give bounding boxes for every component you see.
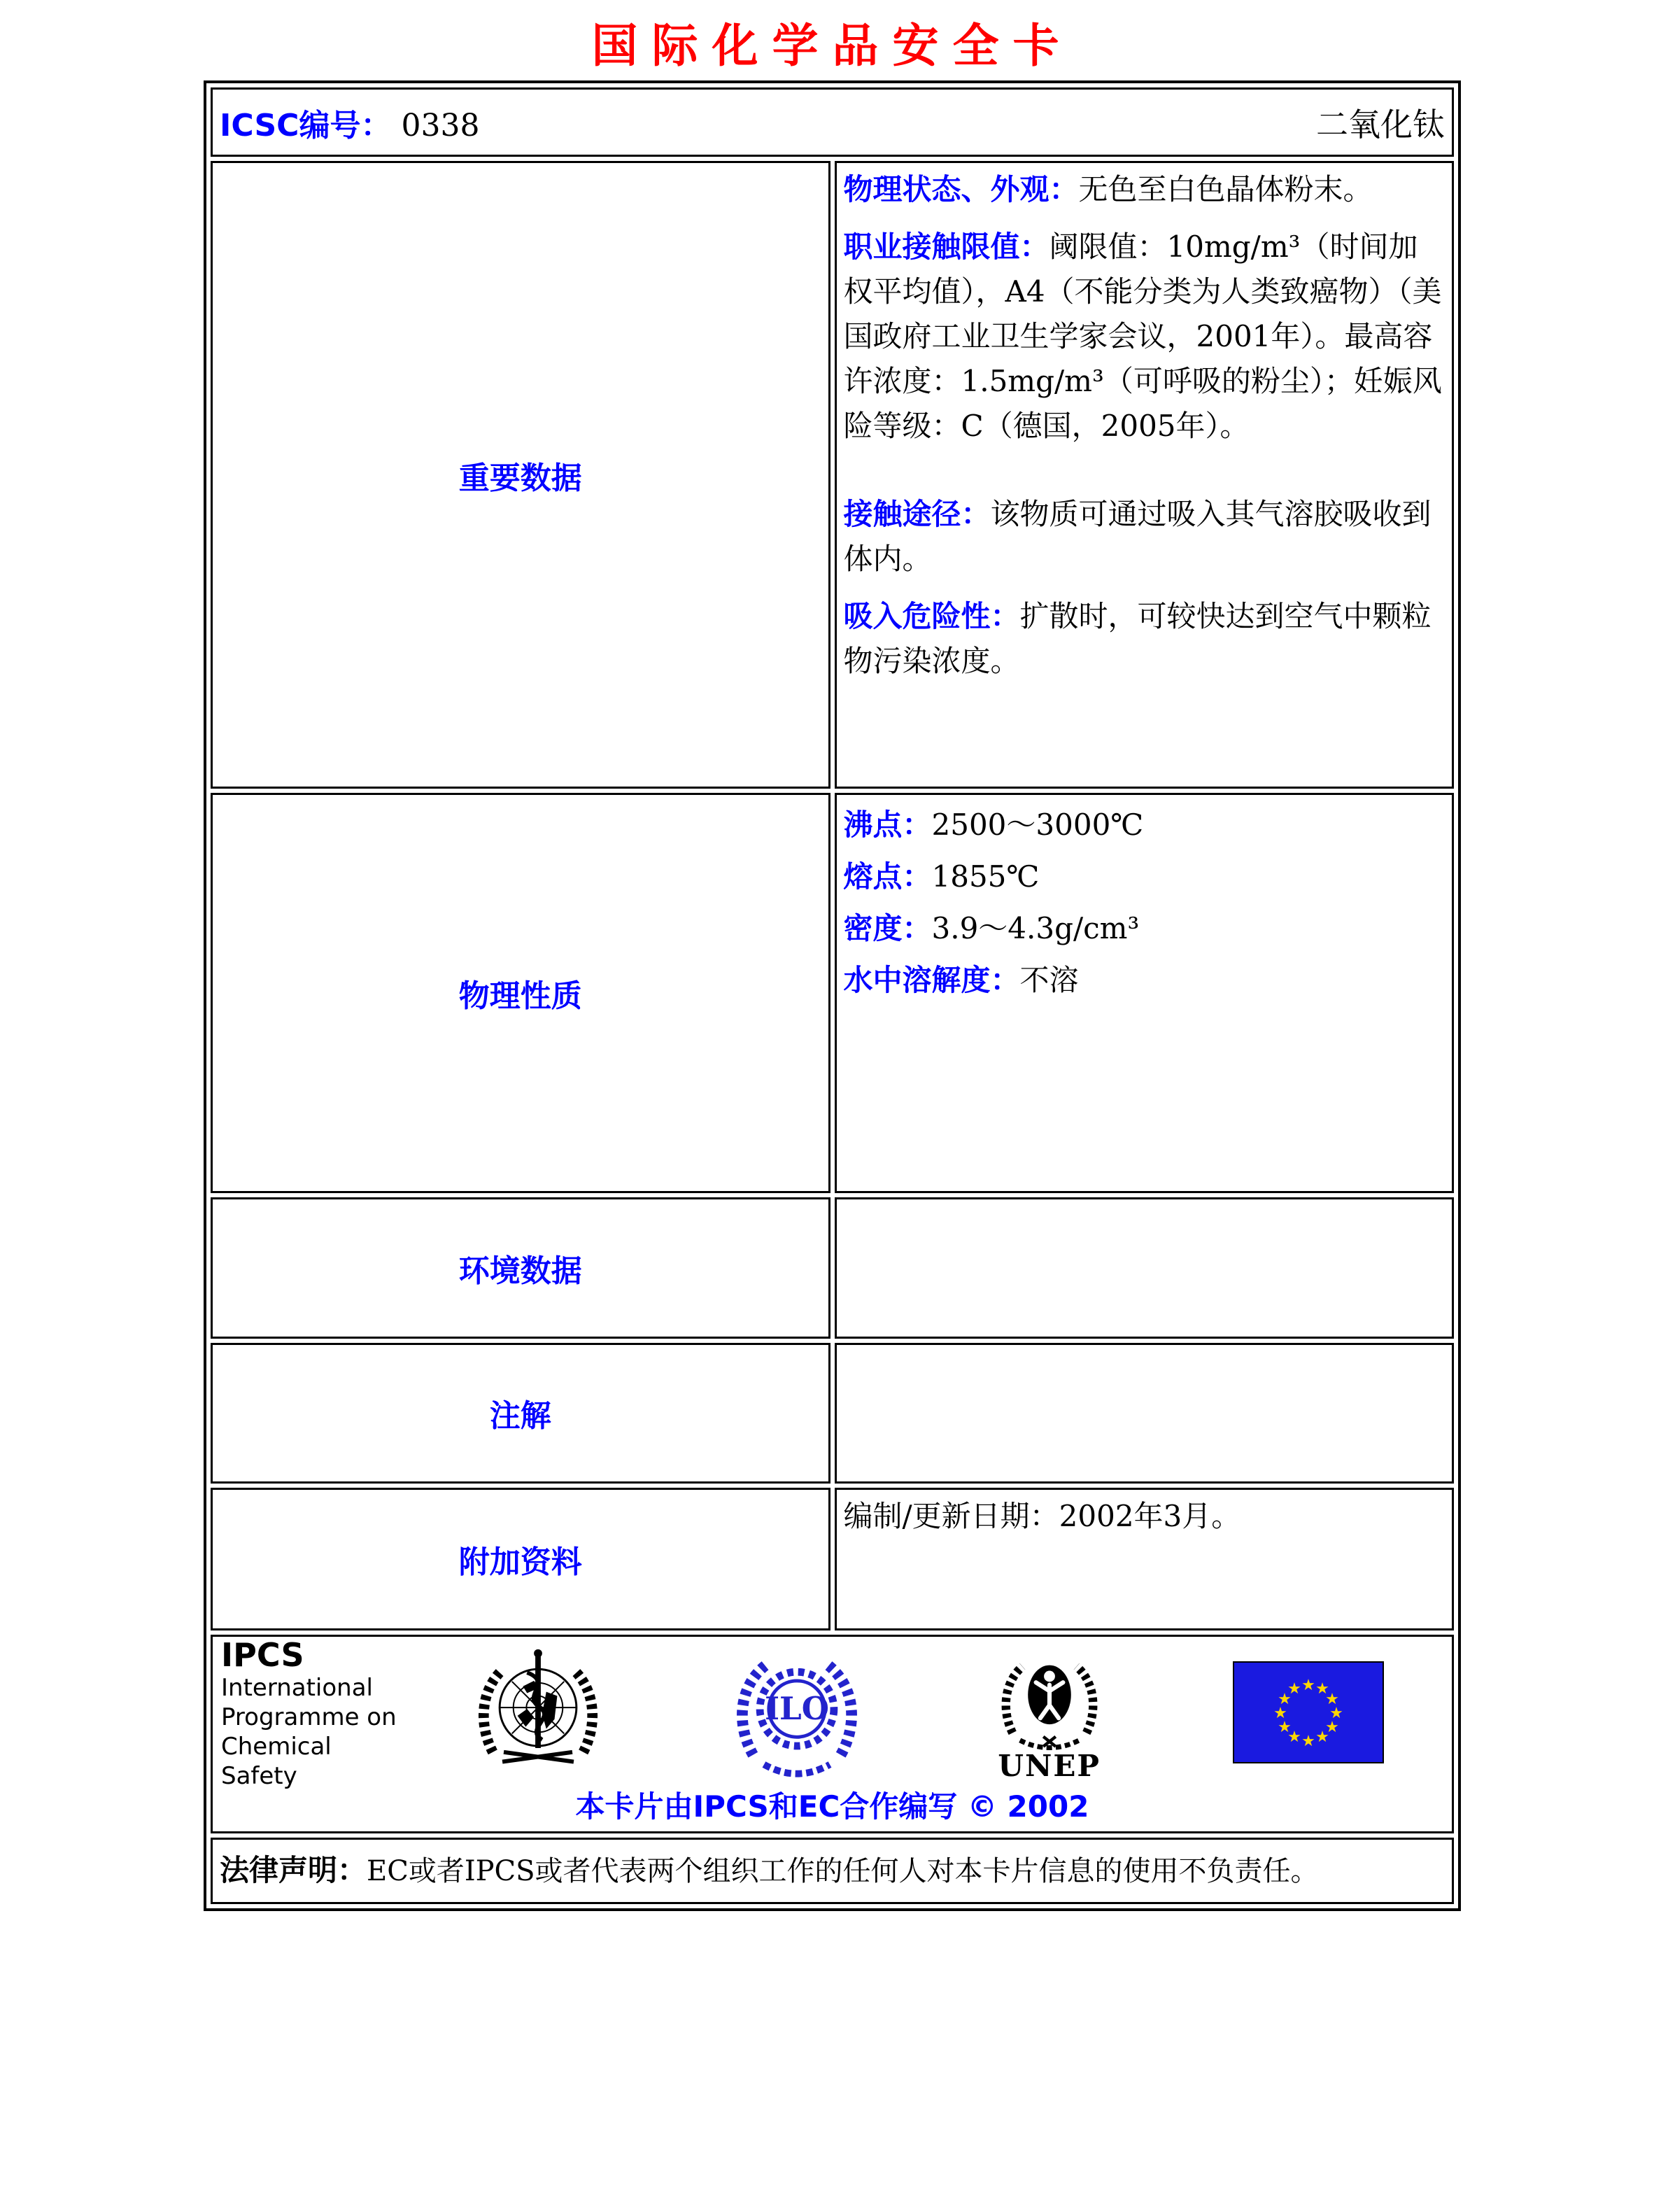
field-label: 水中溶解度： <box>843 963 1020 998</box>
org-logos <box>409 1644 1445 1784</box>
svg-text:★: ★ <box>1325 1719 1339 1737</box>
field-label: 沸点： <box>843 808 932 843</box>
field-value: 该物质可通过吸入其气溶胶吸收到体内。 <box>843 497 1432 577</box>
section-label-physical-properties: 物理性质 <box>211 793 830 1192</box>
svg-text:★: ★ <box>1278 1691 1292 1709</box>
card-header-row <box>211 87 1454 157</box>
field-value: 无色至白色晶体粉末。 <box>1078 172 1373 207</box>
svg-text:ILO: ILO <box>765 1690 830 1728</box>
svg-text:★: ★ <box>1287 1728 1301 1747</box>
field-value: 2500～3000℃ <box>931 808 1144 843</box>
icsc-number-group <box>220 100 479 145</box>
page-title: 国际化学品安全卡 <box>591 19 1073 73</box>
field-label: 吸入危险性： <box>843 599 1020 634</box>
field-label: 接触途径： <box>843 497 991 532</box>
unep-logo-icon <box>988 1647 1111 1754</box>
footer-logos <box>220 1636 1445 1791</box>
section-content-additional-info: 编制/更新日期：2002年3月。 <box>835 1488 1455 1631</box>
field-inhalation-risk <box>844 594 1446 684</box>
section-label-environmental-data: 环境数据 <box>211 1197 830 1339</box>
icsc-number-label: ICSC编号： <box>220 107 392 143</box>
ipcs-acronym: IPCS <box>221 1636 304 1675</box>
field-value: 3.9～4.3g/cm³ <box>931 911 1140 946</box>
svg-text:★: ★ <box>1301 1677 1315 1695</box>
unep-logo-block <box>988 1647 1111 1784</box>
field-label: 密度： <box>843 911 932 946</box>
field-boiling-point <box>844 799 1446 851</box>
field-water-solubility <box>844 954 1446 1006</box>
field-label: 熔点： <box>843 859 932 894</box>
svg-text:★: ★ <box>1278 1719 1292 1737</box>
section-content-notes <box>835 1343 1455 1484</box>
field-label: 物理状态、外观： <box>843 172 1079 207</box>
footer-caption: 本卡片由IPCS和EC合作编写 © 2002 <box>575 1789 1089 1824</box>
who-logo-icon <box>469 1644 607 1784</box>
svg-text:★: ★ <box>1325 1691 1339 1709</box>
svg-text:★: ★ <box>1273 1705 1287 1723</box>
icsc-number-value: 0338 <box>401 107 480 143</box>
footer-logos-row <box>211 1635 1454 1833</box>
chemical-name: 二氧化钛 <box>1316 105 1445 143</box>
svg-text:★: ★ <box>1329 1705 1343 1723</box>
legal-notice-text: EC或者IPCS或者代表两个组织工作的任何人对本卡片信息的使用不负责任。 <box>367 1854 1319 1887</box>
svg-text:★: ★ <box>1301 1733 1315 1751</box>
svg-text:★: ★ <box>1287 1680 1301 1698</box>
legal-notice-label: 法律声明： <box>220 1852 367 1887</box>
ipcs-text-block <box>221 1637 409 1791</box>
field-occupational-exposure-limits <box>844 225 1446 449</box>
section-content-important-data <box>835 161 1455 789</box>
field-value: 扩散时，可较快达到空气中颗粒物污染浓度。 <box>843 599 1432 679</box>
ipcs-line-2: Programme on <box>221 1703 397 1732</box>
field-value: 阈限值：10mg/m³（时间加权平均值），A4（不能分类为人类致癌物）（美国政府工业卫生学家会议，2001年）。最高容许浓度：1.5mg/m³（可呼吸的粉尘）；妊娠风险等级：C（德国，2005年）。 <box>843 230 1442 444</box>
section-content-environmental-data <box>835 1197 1455 1339</box>
svg-text:★: ★ <box>1315 1680 1329 1698</box>
section-content-physical-properties <box>835 793 1455 1192</box>
svg-text:★: ★ <box>1315 1728 1329 1747</box>
legal-notice-row <box>211 1838 1454 1904</box>
safety-card-table <box>204 80 1461 1911</box>
field-density <box>844 903 1446 954</box>
eu-flag-icon <box>1233 1661 1384 1766</box>
field-routes-of-exposure <box>844 492 1446 582</box>
ipcs-line-3: Chemical Safety <box>221 1733 332 1791</box>
ilo-logo-icon <box>728 1644 865 1784</box>
section-label-notes: 注解 <box>211 1343 830 1484</box>
section-label-additional-info: 附加资料 <box>211 1488 830 1631</box>
field-label: 职业接触限值： <box>843 230 1049 265</box>
field-value: 不溶 <box>1019 963 1079 998</box>
ipcs-line-1: International <box>221 1674 373 1703</box>
unep-label: UNEP <box>998 1749 1101 1784</box>
field-physical-state <box>844 167 1446 212</box>
section-label-important-data: 重要数据 <box>211 161 830 789</box>
field-value: 1855℃ <box>931 859 1040 894</box>
field-melting-point <box>844 851 1446 903</box>
